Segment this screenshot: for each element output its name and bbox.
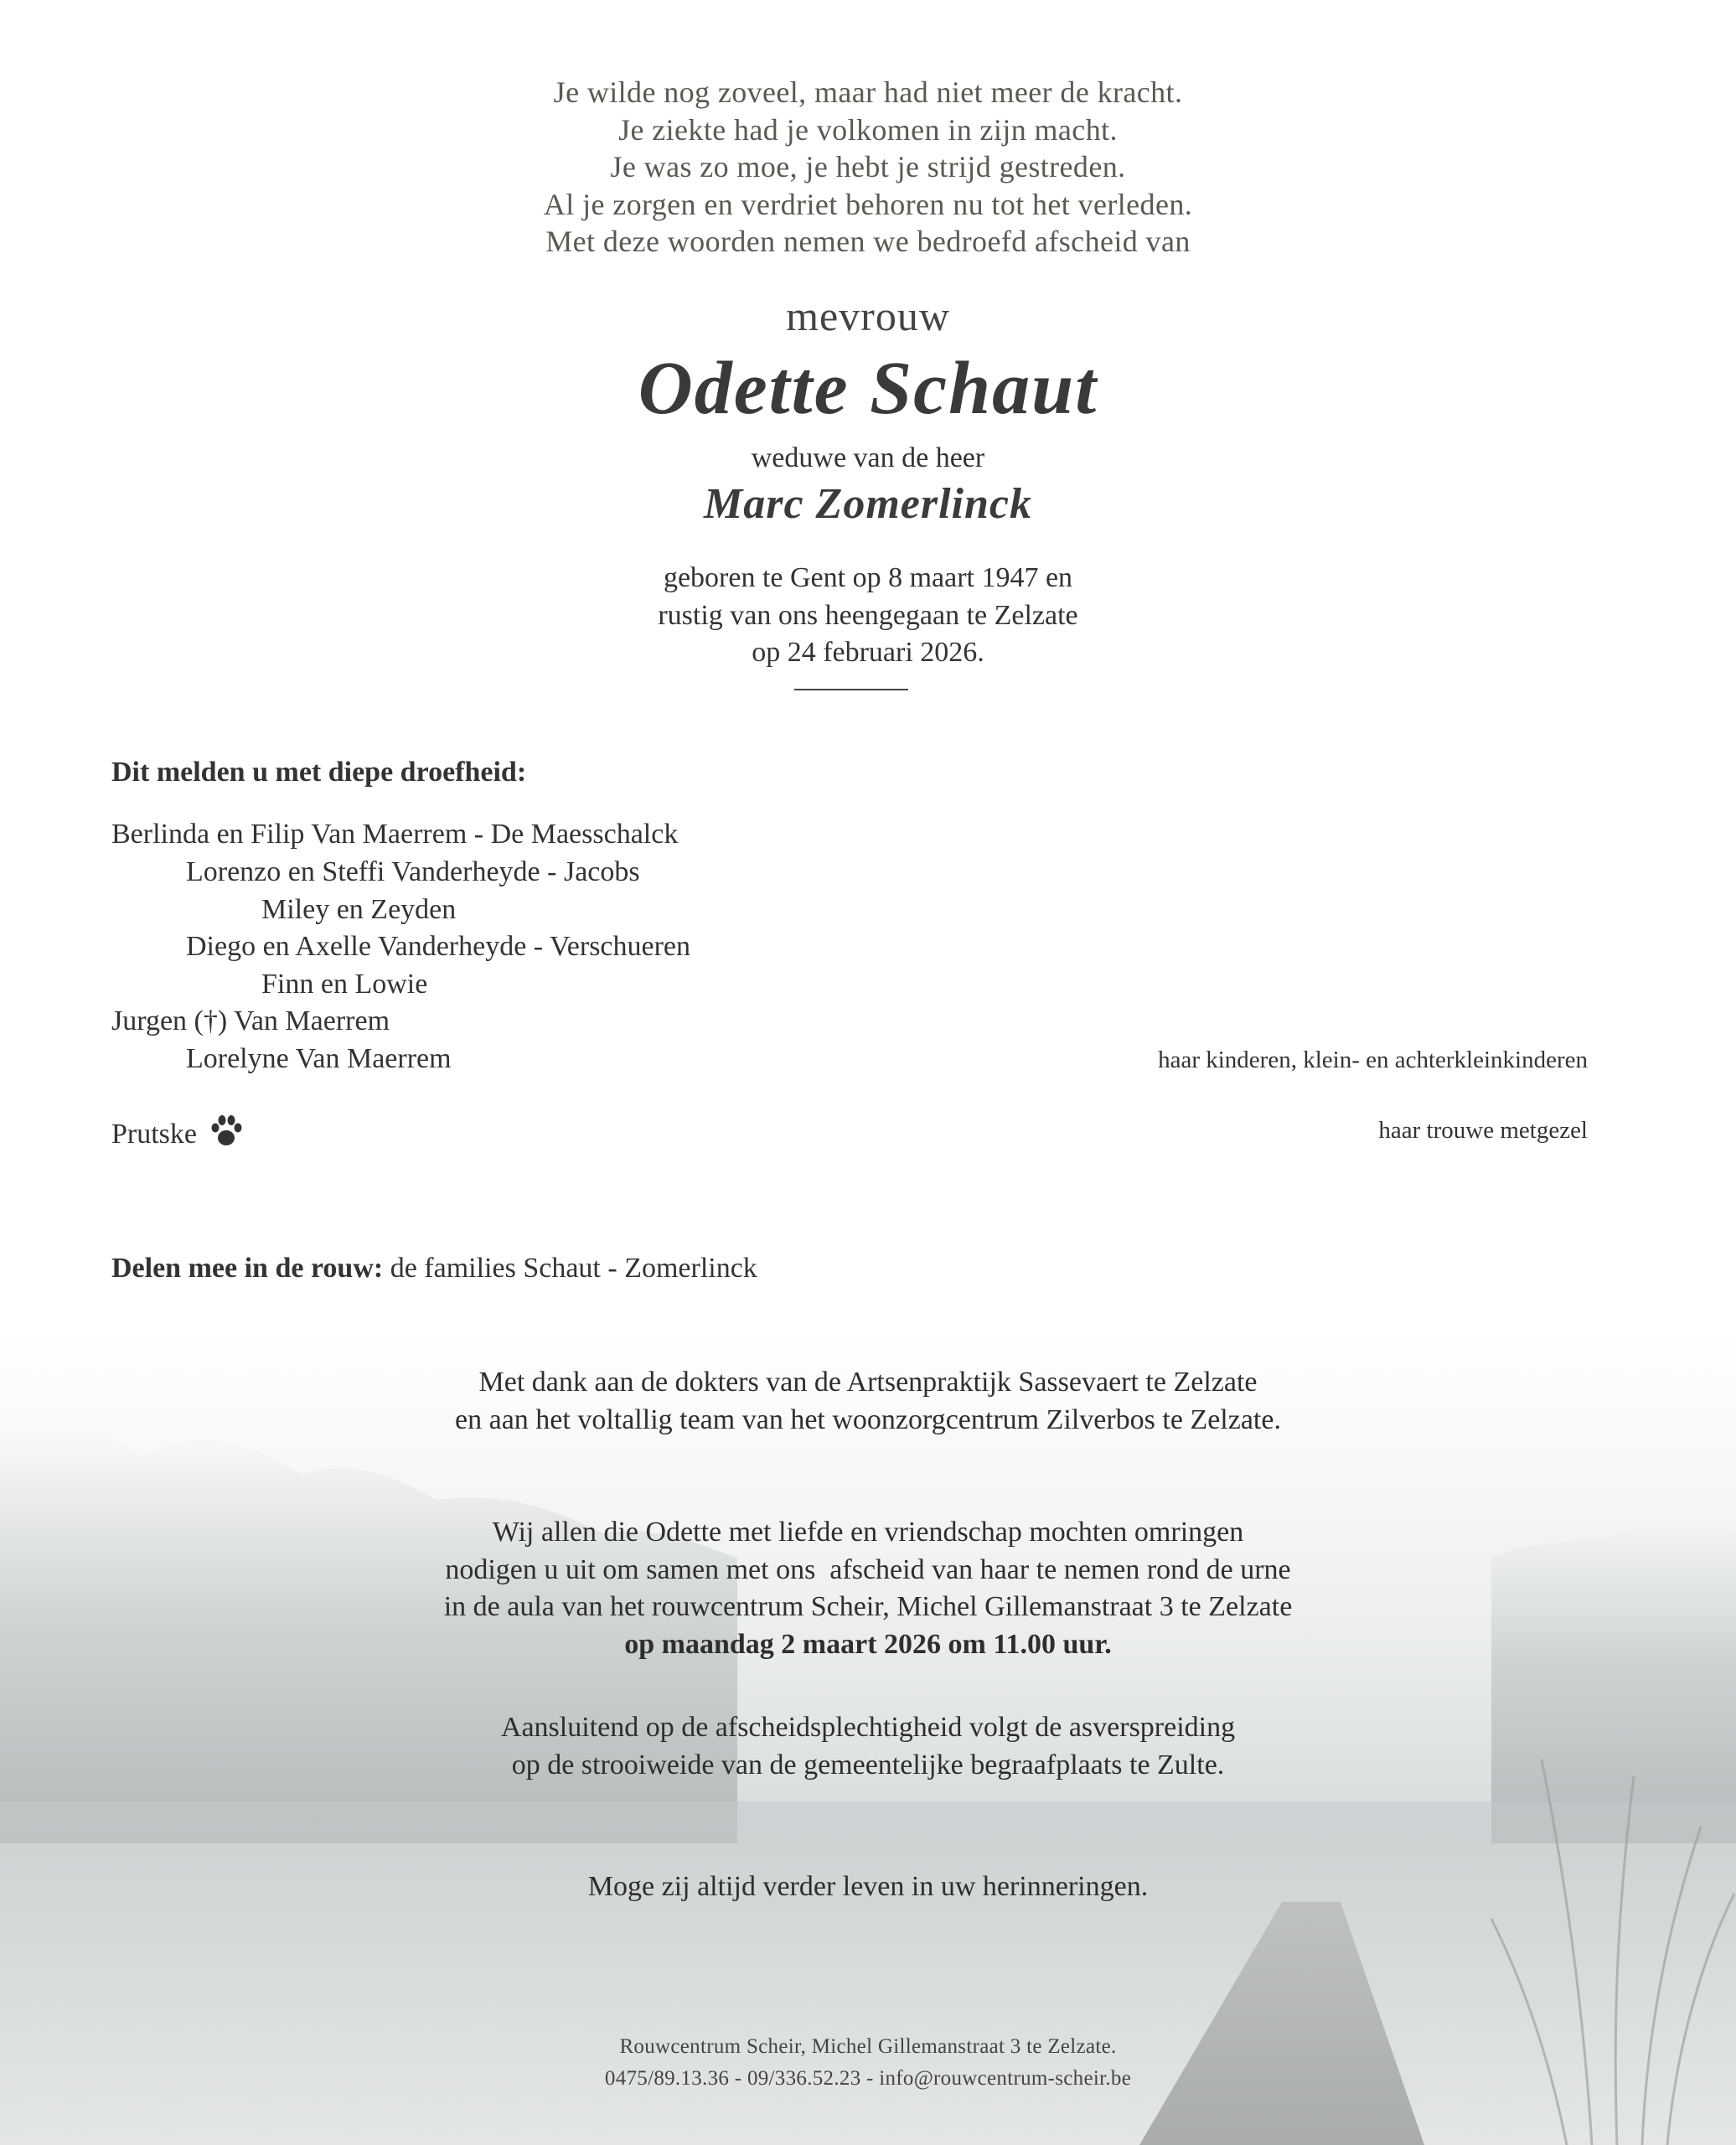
family-member: Berlinda en Filip Van Maerrem - De Maesschalck: [111, 819, 679, 850]
poem-line: Je wilde nog zoveel, maar had niet meer de kracht.: [553, 75, 1183, 109]
funeral-home-footer: [0, 2031, 1736, 2095]
date-line: op 24 februari 2026.: [752, 637, 984, 668]
family-member: Finn en Lowie: [261, 969, 428, 1000]
pet-entry: [111, 1113, 244, 1150]
thanks-line: en aan het voltallig team van het woonzorgcentrum Zilverbos te Zelzate.: [455, 1403, 1281, 1435]
footer-address: Rouwcentrum Scheir, Michel Gillemanstraat 3 te Zelzate.: [619, 2035, 1117, 2058]
poem-line: Al je zorgen en verdriet behoren nu tot het verleden.: [543, 187, 1193, 221]
family-member: Lorenzo en Steffi Vanderheyde - Jacobs: [186, 856, 640, 887]
birth-line: geboren te Gent op 8 maart 1947 en: [663, 562, 1073, 593]
poem-line: Je ziekte had je volkomen in zijn macht.: [618, 112, 1118, 147]
share-label: Delen mee in de rouw:: [111, 1253, 384, 1284]
pet-relation: haar trouwe metgezel: [1378, 1117, 1588, 1144]
poem-line: Je was zo moe, je hebt je strijd gestreden.: [610, 150, 1126, 183]
passing-line: rustig van ons heengegaan te Zelzate: [658, 599, 1078, 631]
widow-of-label: weduwe van de heer: [751, 442, 985, 473]
closing-line: Moge zij altijd verder leven in uw herinneringen.: [587, 1871, 1149, 1902]
share-text: de families Schaut - Zomerlinck: [390, 1253, 757, 1284]
family-relation: haar kinderen, klein- en achterkleinkinderen: [1158, 1047, 1588, 1073]
family-member: Miley en Zeyden: [261, 894, 457, 925]
scattering-paragraph: [0, 1709, 1736, 1784]
footer-contact: 0475/89.13.36 - 09/336.52.23 - info@rouwcentrum-scheir.be: [604, 2067, 1132, 2090]
family-member: Diego en Axelle Vanderheyde - Verschueren: [186, 931, 691, 962]
thanks-line: Met dank aan de dokters van de Artsenpraktijk Sassevaert te Zelzate: [478, 1367, 1258, 1398]
share-in-mourning: [111, 1253, 757, 1284]
spouse-name: Marc Zomerlinck: [704, 480, 1032, 528]
scattering-line: Aansluitend op de afscheidsplechtigheid volgt de asverspreiding: [500, 1712, 1236, 1743]
family-member: Jurgen (†) Van Maerrem: [111, 1005, 390, 1036]
deceased-name: Odette Schaut: [638, 347, 1098, 430]
announcement-heading: Dit melden u met diepe droefheid:: [111, 757, 527, 788]
thanks-paragraph: [0, 1364, 1736, 1439]
birth-death-info: [0, 560, 1736, 672]
scattering-line: op de strooiweide van de gemeentelijke begraafplaats te Zulte.: [511, 1749, 1225, 1781]
ceremony-datetime: op maandag 2 maart 2026 om 11.00 uur.: [624, 1628, 1112, 1660]
family-member: Lorelyne Van Maerrem: [186, 1043, 452, 1074]
invitation-line: nodigen u uit om samen met ons afscheid van haar te nemen rond de urne: [445, 1553, 1291, 1585]
invitation-paragraph: [0, 1514, 1736, 1663]
invitation-line: Wij allen die Odette met liefde en vriendschap mochten omringen: [492, 1517, 1244, 1548]
divider-rule: [794, 689, 908, 690]
poem-line: Met deze woorden nemen we bedroefd afscheid van: [545, 225, 1191, 258]
pet-name: Prutske: [111, 1119, 197, 1150]
opening-poem: [0, 74, 1736, 261]
deceased-title: mevrouw: [786, 292, 950, 339]
paw-print-icon: [209, 1113, 244, 1150]
invitation-line: in de aula van het rouwcentrum Scheir, Michel Gillemanstraat 3 te Zelzate: [443, 1591, 1293, 1622]
